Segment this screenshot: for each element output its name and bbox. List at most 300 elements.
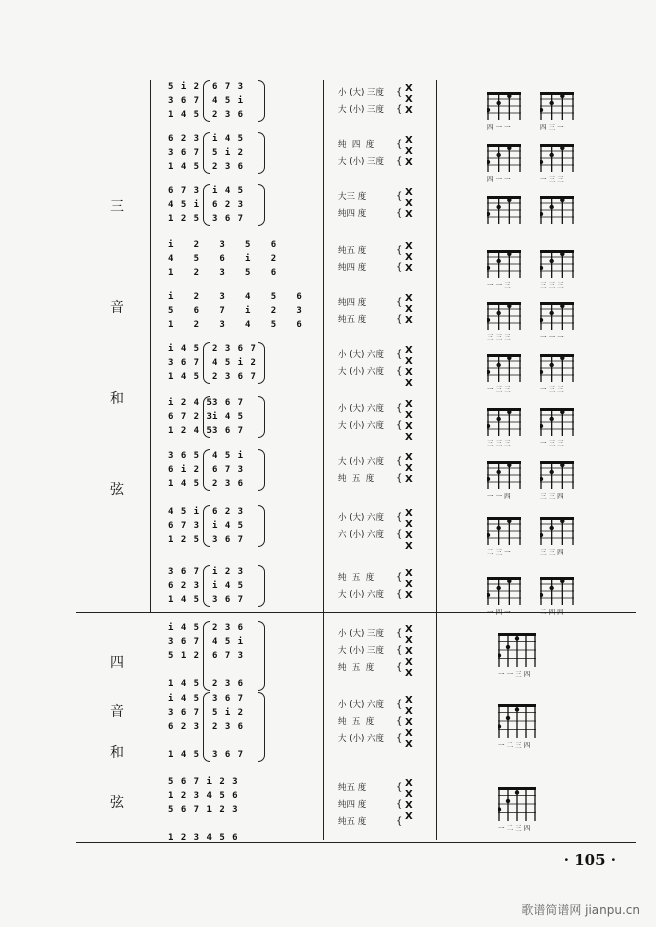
interval-label: 小 (大) 六度	[338, 513, 385, 523]
bracket-mark: {	[396, 297, 403, 308]
tab-nut	[540, 408, 574, 411]
numeral-line: 1 4 5	[168, 750, 201, 760]
tab-finger-dot	[560, 463, 564, 467]
tab-finger-dot	[549, 153, 553, 157]
open-parenthesis	[203, 449, 210, 491]
x-mark: X	[405, 432, 413, 443]
tab-finger-dot	[549, 311, 553, 315]
inversion-line: 6 7 3	[212, 651, 245, 661]
interval-label: 纯 四 度	[338, 140, 375, 150]
tab-finger-dot	[560, 519, 564, 523]
x-mark: X	[405, 293, 413, 304]
fretboard-finger-label: 一 三 三	[487, 385, 511, 393]
fretboard-finger-label: 三 三 三	[540, 281, 564, 289]
x-mark: X	[405, 590, 413, 601]
x-mark: X	[405, 304, 413, 315]
inversion-line: i 4 5	[212, 412, 245, 422]
inversion-line: 6 7 3	[212, 465, 245, 475]
fretboard-diagram	[540, 577, 574, 605]
fretboard-finger-label: 一 四 一	[487, 608, 511, 616]
x-mark: X	[405, 541, 413, 552]
tab-finger-dot	[496, 470, 500, 474]
close-parenthesis	[258, 396, 265, 438]
numeral-line: i 2 4 5	[168, 398, 213, 408]
inversion-line: 2 3 6 7	[212, 344, 257, 354]
tab-finger-dot	[560, 146, 564, 150]
inversion-line: i 2 3	[212, 567, 245, 577]
numeral-line: i 2 3 4 5 6	[168, 292, 303, 302]
numeral-line: 6 i 2	[168, 465, 201, 475]
inversion-line: 2 3 6	[212, 623, 245, 633]
tab-finger-dot	[496, 586, 500, 590]
bracket-mark: {	[396, 628, 403, 639]
x-mark: X	[405, 421, 413, 432]
tab-finger-dot	[540, 318, 543, 322]
fretboard-finger-label: 二 四 四	[540, 608, 564, 616]
tab-finger-dot	[487, 370, 490, 374]
bracket-mark: {	[396, 782, 403, 793]
numeral-line: 1 2 3 4 5 6	[168, 320, 303, 330]
x-mark: X	[405, 252, 413, 263]
tab-finger-dot	[507, 94, 511, 98]
tab-finger-dot	[560, 94, 564, 98]
tab-finger-dot	[560, 198, 564, 202]
numeral-line: 5 i 2	[168, 82, 201, 92]
open-parenthesis	[203, 342, 210, 384]
fretboard-finger-label: 三 三 四	[540, 492, 564, 500]
x-mark: X	[405, 135, 413, 146]
tab-finger-dot	[496, 363, 500, 367]
bracket-mark: {	[396, 403, 403, 414]
open-parenthesis	[203, 692, 210, 762]
fretboard-diagram	[540, 517, 574, 545]
tab-nut	[487, 461, 521, 464]
x-mark: X	[405, 789, 413, 800]
bracket-mark: {	[396, 716, 403, 727]
inversion-line: 4 5 i	[212, 96, 245, 106]
numeral-line: 6 2 3	[168, 722, 201, 732]
section-2-label-char: 和	[110, 745, 124, 761]
interval-label: 大 (小) 六度	[338, 421, 385, 431]
x-mark: X	[405, 635, 413, 646]
tab-finger-dot	[540, 212, 543, 216]
close-parenthesis	[258, 132, 265, 174]
numeral-line: 5 6 7 i 2 3	[168, 306, 303, 316]
numeral-line: 3 6 7	[168, 637, 201, 647]
tab-finger-dot	[507, 356, 511, 360]
close-parenthesis	[258, 342, 265, 384]
open-parenthesis	[203, 565, 210, 607]
tab-finger-dot	[487, 533, 490, 537]
interval-label: 小 (大) 三度	[338, 629, 385, 639]
tab-finger-dot	[540, 533, 543, 537]
x-mark: X	[405, 646, 413, 657]
x-mark: X	[405, 778, 413, 789]
interval-label: 大 (小) 六度	[338, 367, 385, 377]
x-mark: X	[405, 463, 413, 474]
fretboard-diagram	[540, 196, 574, 224]
fretboard-finger-label: 一 一 一	[540, 333, 564, 341]
numeral-line: 5 1 2	[168, 651, 201, 661]
fretboard-finger-label: 四 三 一	[540, 123, 564, 131]
fretboard-finger-label: 一 一 四	[487, 492, 511, 500]
inversion-line: 6 7 3	[212, 82, 245, 92]
tab-finger-dot	[507, 519, 511, 523]
interval-label: 纯五 度	[338, 817, 367, 827]
tab-finger-dot	[506, 716, 510, 720]
vertical-divider-middle	[323, 80, 324, 840]
tab-finger-dot	[507, 410, 511, 414]
bracket-mark: {	[396, 208, 403, 219]
inversion-line: i 4 5	[212, 581, 245, 591]
numeral-line: 6 7 2 3	[168, 412, 213, 422]
x-mark: X	[405, 579, 413, 590]
tab-finger-dot	[515, 707, 519, 711]
inversion-line: i 4 5	[212, 521, 245, 531]
tab-finger-dot	[507, 463, 511, 467]
interval-label: 纯 五 度	[338, 474, 375, 484]
tab-finger-dot	[487, 212, 490, 216]
bracket-mark: {	[396, 245, 403, 256]
inversion-line: 5 i 2	[212, 148, 245, 158]
fretboard-diagram	[487, 92, 521, 120]
x-mark: X	[405, 315, 413, 326]
interval-label: 纯五 度	[338, 246, 367, 256]
interval-label: 大 (小) 六度	[338, 457, 385, 467]
section-2-label-char: 音	[110, 704, 124, 720]
tab-nut	[487, 196, 521, 199]
interval-label: 纯四 度	[338, 209, 367, 219]
interval-label: 小 (大) 六度	[338, 404, 385, 414]
numeral-line: 3 6 7	[168, 96, 201, 106]
fretboard-finger-label: 三 三 三	[487, 439, 511, 447]
fretboard-diagram	[540, 354, 574, 382]
bracket-mark: {	[396, 87, 403, 98]
x-mark: X	[405, 83, 413, 94]
section-1-label-char: 三	[110, 199, 124, 215]
x-mark: X	[405, 657, 413, 668]
bracket-mark: {	[396, 645, 403, 656]
tab-nut	[540, 461, 574, 464]
numeral-line: 3 6 7	[168, 358, 201, 368]
tab-finger-dot	[506, 645, 510, 649]
interval-label: 六 (小) 六度	[338, 530, 385, 540]
interval-label: 大三 度	[338, 192, 367, 202]
x-mark: X	[405, 474, 413, 485]
tab-finger-dot	[540, 424, 543, 428]
inversion-line: 2 3 6	[212, 162, 245, 172]
bracket-mark: {	[396, 366, 403, 377]
section-1-label-char: 弦	[110, 482, 124, 498]
tab-finger-dot	[487, 108, 490, 112]
tab-nut	[540, 354, 574, 357]
inversion-line: 2 3 6	[212, 110, 245, 120]
x-mark: X	[405, 452, 413, 463]
inversion-line: 4 5 i 2	[212, 358, 257, 368]
numeral-line: 3 6 7	[168, 567, 201, 577]
numeral-line: 1 2 4 5	[168, 426, 213, 436]
tab-finger-dot	[496, 417, 500, 421]
x-mark: X	[405, 706, 413, 717]
numeral-line: 3 6 5	[168, 451, 201, 461]
interval-label: 大 (小) 六度	[338, 590, 385, 600]
tab-finger-dot	[540, 266, 543, 270]
inversion-line: i 4 5	[212, 134, 245, 144]
fretboard-finger-label: 四 一 一	[487, 175, 511, 183]
tab-finger-dot	[540, 160, 543, 164]
bracket-mark: {	[396, 529, 403, 540]
x-mark: X	[405, 345, 413, 356]
tab-finger-dot	[507, 198, 511, 202]
inversion-line: 3 6 7	[212, 214, 245, 224]
tab-finger-dot	[487, 477, 490, 481]
tab-finger-dot	[487, 318, 490, 322]
tab-nut	[540, 92, 574, 95]
tab-finger-dot	[496, 311, 500, 315]
numeral-line: 1 2 3 4 5 6	[168, 833, 239, 843]
x-mark: X	[405, 624, 413, 635]
x-mark: X	[405, 378, 413, 389]
inversion-line: 3 6 7	[212, 694, 245, 704]
tab-finger-dot	[549, 363, 553, 367]
interval-label: 纯 五 度	[338, 663, 375, 673]
open-parenthesis	[203, 132, 210, 174]
tab-nut	[540, 196, 574, 199]
x-mark: X	[405, 356, 413, 367]
inversion-line: 2 3 6	[212, 722, 245, 732]
tab-nut	[540, 144, 574, 147]
section-1-label-char: 音	[110, 300, 124, 316]
interval-label: 纯四 度	[338, 298, 367, 308]
x-mark: X	[405, 187, 413, 198]
fretboard-finger-label: 一 三 三	[540, 385, 564, 393]
numeral-line: 3 6 7	[168, 148, 201, 158]
tab-nut	[487, 144, 521, 147]
tab-finger-dot	[540, 477, 543, 481]
fretboard-finger-label: 一 三 三	[540, 439, 564, 447]
numeral-line: 4 5 i	[168, 200, 201, 210]
x-mark: X	[405, 105, 413, 116]
bracket-mark: {	[396, 799, 403, 810]
interval-label: 小 (大) 六度	[338, 350, 385, 360]
numeral-line: i 4 5	[168, 623, 201, 633]
tab-finger-dot	[560, 579, 564, 583]
open-parenthesis	[203, 505, 210, 547]
x-mark: X	[405, 568, 413, 579]
tab-finger-dot	[515, 790, 519, 794]
x-mark: X	[405, 811, 413, 822]
tab-finger-dot	[507, 579, 511, 583]
fretboard-finger-label: 一 一 三 四	[498, 670, 531, 678]
bracket-mark: {	[396, 572, 403, 583]
fretboard-finger-label: 一 二 三 四	[498, 824, 531, 832]
interval-label: 纯 五 度	[338, 573, 375, 583]
open-parenthesis	[203, 80, 210, 122]
numeral-line: 1 2 5	[168, 535, 201, 545]
bracket-mark: {	[396, 262, 403, 273]
fretboard-finger-label: 一 三 三	[540, 175, 564, 183]
numeral-line: 1 4 5	[168, 372, 201, 382]
numeral-line: 1 4 5	[168, 162, 201, 172]
tab-finger-dot	[560, 356, 564, 360]
tab-finger-dot	[496, 205, 500, 209]
x-mark: X	[405, 695, 413, 706]
x-mark: X	[405, 241, 413, 252]
top-vertical-divider-left	[150, 80, 151, 612]
inversion-line: 3 6 7	[212, 426, 245, 436]
bracket-mark: {	[396, 156, 403, 167]
inversion-line: 6 2 3	[212, 507, 245, 517]
x-mark: X	[405, 717, 413, 728]
x-mark: X	[405, 410, 413, 421]
tab-nut	[487, 408, 521, 411]
inversion-line: 3 6 7	[212, 535, 245, 545]
bracket-mark: {	[396, 473, 403, 484]
inversion-line: 4 5 i	[212, 637, 245, 647]
numeral-line: 1 2 3 5 6	[168, 268, 278, 278]
numeral-line: 1 4 5	[168, 110, 201, 120]
tab-finger-dot	[487, 424, 490, 428]
fretboard-diagram	[498, 704, 536, 738]
tab-finger-dot	[506, 799, 510, 803]
numeral-line: 1 4 5	[168, 595, 201, 605]
fretboard-diagram	[498, 787, 536, 821]
tab-finger-dot	[487, 593, 490, 597]
bracket-mark: {	[396, 191, 403, 202]
tab-finger-dot	[560, 304, 564, 308]
bracket-mark: {	[396, 104, 403, 115]
tab-finger-dot	[560, 252, 564, 256]
interval-label: 纯四 度	[338, 800, 367, 810]
tab-finger-dot	[496, 259, 500, 263]
interval-label: 大 (小) 三度	[338, 157, 385, 167]
tab-finger-dot	[507, 304, 511, 308]
fretboard-diagram	[487, 302, 521, 330]
fretboard-diagram	[540, 461, 574, 489]
interval-label: 纯 五 度	[338, 717, 375, 727]
open-parenthesis	[203, 396, 210, 438]
tab-finger-dot	[496, 153, 500, 157]
bracket-mark: {	[396, 512, 403, 523]
interval-label: 大 (小) 六度	[338, 734, 385, 744]
inversion-line: 5 i 2	[212, 708, 245, 718]
fretboard-diagram	[487, 354, 521, 382]
x-mark: X	[405, 728, 413, 739]
inversion-line: 3 6 7	[212, 750, 245, 760]
tab-nut	[487, 577, 521, 580]
fretboard-diagram	[487, 196, 521, 224]
numeral-line: 5 6 7 1 2 3	[168, 805, 239, 815]
x-mark: X	[405, 146, 413, 157]
bracket-mark: {	[396, 349, 403, 360]
tab-finger-dot	[549, 205, 553, 209]
tab-finger-dot	[560, 410, 564, 414]
tab-finger-dot	[487, 266, 490, 270]
fretboard-diagram	[540, 302, 574, 330]
inversion-line: i 4 5	[212, 186, 245, 196]
interval-label: 纯五 度	[338, 783, 367, 793]
numeral-line: 4 5 6 i 2	[168, 254, 278, 264]
section-2-label-char: 四	[110, 655, 124, 671]
numeral-line: 3 6 7	[168, 708, 201, 718]
numeral-line: 6 7 3	[168, 521, 201, 531]
tab-finger-dot	[498, 807, 501, 811]
close-parenthesis	[258, 692, 265, 762]
fretboard-diagram	[487, 408, 521, 436]
x-mark: X	[405, 367, 413, 378]
x-mark: X	[405, 209, 413, 220]
x-mark: X	[405, 739, 413, 750]
x-mark: X	[405, 800, 413, 811]
tab-finger-dot	[549, 417, 553, 421]
tab-finger-dot	[549, 259, 553, 263]
numeral-line: 6 2 3	[168, 581, 201, 591]
x-mark: X	[405, 157, 413, 168]
x-mark: X	[405, 94, 413, 105]
x-mark: X	[405, 519, 413, 530]
tab-nut	[540, 577, 574, 580]
fretboard-finger-label: 四 一 一	[487, 123, 511, 131]
tab-finger-dot	[549, 101, 553, 105]
tab-nut	[540, 250, 574, 253]
x-mark: X	[405, 399, 413, 410]
fretboard-finger-label: 一 二 三 四	[498, 741, 531, 749]
open-parenthesis	[203, 621, 210, 691]
tab-finger-dot	[487, 160, 490, 164]
inversion-line: 4 5 i	[212, 451, 245, 461]
bracket-mark: {	[396, 816, 403, 827]
tab-nut	[540, 302, 574, 305]
bracket-mark: {	[396, 139, 403, 150]
inversion-line: 3 6 7	[212, 595, 245, 605]
fretboard-finger-label: 三 三 四	[540, 548, 564, 556]
bracket-mark: {	[396, 456, 403, 467]
vertical-divider-right	[436, 80, 437, 840]
numeral-line: 1 4 5	[168, 479, 201, 489]
tab-finger-dot	[515, 636, 519, 640]
close-parenthesis	[258, 505, 265, 547]
watermark-text: 歌谱简谱网 jianpu.cn	[521, 903, 640, 917]
tab-finger-dot	[498, 653, 501, 657]
section-1-label-char: 和	[110, 391, 124, 407]
x-mark: X	[405, 668, 413, 679]
section-2-label-char: 弦	[110, 795, 124, 811]
bracket-mark: {	[396, 733, 403, 744]
numeral-line: 5 6 7 i 2 3	[168, 777, 239, 787]
fretboard-finger-label: 三 三 三	[487, 333, 511, 341]
close-parenthesis	[258, 184, 265, 226]
bracket-mark: {	[396, 314, 403, 325]
numeral-line: i 4 5	[168, 694, 201, 704]
tab-nut	[487, 354, 521, 357]
tab-nut	[487, 517, 521, 520]
tab-nut	[487, 92, 521, 95]
tab-finger-dot	[549, 586, 553, 590]
open-parenthesis	[203, 184, 210, 226]
fretboard-diagram	[487, 250, 521, 278]
close-parenthesis	[258, 621, 265, 691]
fretboard-diagram	[487, 461, 521, 489]
numeral-line: 6 7 3	[168, 186, 201, 196]
interval-label: 纯四 度	[338, 263, 367, 273]
tab-finger-dot	[496, 101, 500, 105]
bracket-mark: {	[396, 589, 403, 600]
interval-label: 大 (小) 三度	[338, 105, 385, 115]
tab-finger-dot	[540, 593, 543, 597]
tab-finger-dot	[498, 724, 501, 728]
inversion-line: 3 6 7	[212, 398, 245, 408]
interval-label: 纯五 度	[338, 315, 367, 325]
